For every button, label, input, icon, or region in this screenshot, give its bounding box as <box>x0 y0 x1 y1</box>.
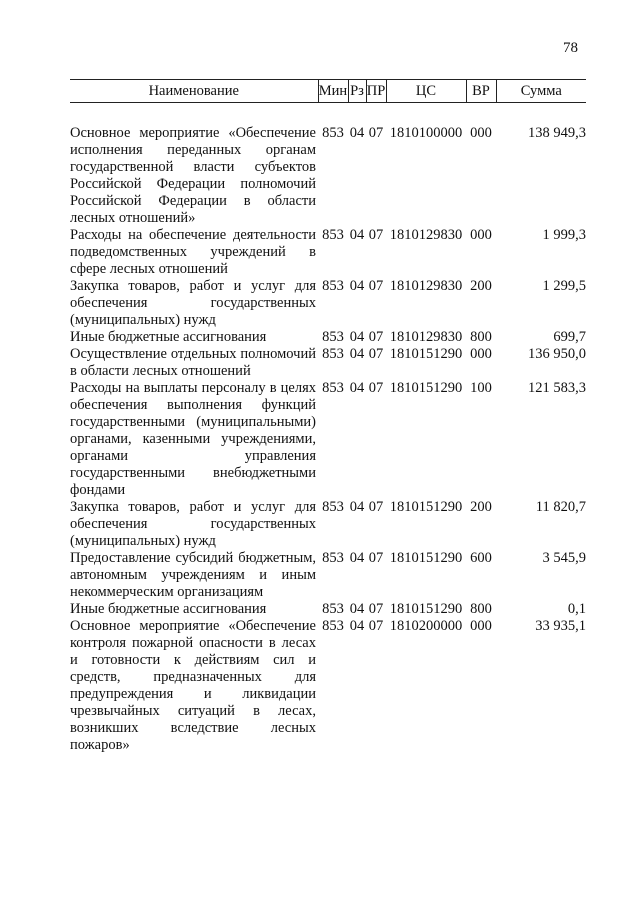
row-rz: 04 <box>349 550 365 566</box>
table-row <box>70 329 586 346</box>
row-rz: 04 <box>349 329 365 345</box>
row-pr: 07 <box>368 618 384 634</box>
row-cs: 1810151290 <box>389 550 463 566</box>
row-name: Иные бюджетные ассигнования <box>70 601 267 617</box>
row-vr: 000 <box>470 618 492 634</box>
row-vr: 000 <box>470 227 492 243</box>
row-sum: 3 545,9 <box>542 550 586 566</box>
row-sum: 138 949,3 <box>528 125 586 141</box>
row-rz: 04 <box>349 278 365 294</box>
header-spacer <box>70 103 586 126</box>
row-pr: 07 <box>368 329 384 345</box>
table-row <box>70 346 586 380</box>
row-min: 853 <box>322 278 344 294</box>
row-cs: 1810200000 <box>389 618 463 634</box>
row-pr: 07 <box>368 227 384 243</box>
row-vr: 100 <box>470 380 492 396</box>
row-rz: 04 <box>349 601 365 617</box>
row-name: Закупка товаров, работ и услуг для обеспечения государственных (муниципальных) нужд <box>70 278 316 328</box>
row-rz: 04 <box>349 227 365 243</box>
row-cs: 1810129830 <box>389 278 463 294</box>
header-cs: ЦС <box>386 80 466 103</box>
row-rz: 04 <box>349 499 365 515</box>
row-pr: 07 <box>368 550 384 566</box>
table-header <box>70 80 586 103</box>
row-rz: 04 <box>349 380 365 396</box>
row-vr: 800 <box>470 329 492 345</box>
row-cs: 1810100000 <box>389 125 463 141</box>
row-sum: 699,7 <box>553 329 586 345</box>
header-min: Мин <box>318 80 348 103</box>
table-row <box>70 550 586 601</box>
table-row <box>70 601 586 618</box>
table-row <box>70 618 586 754</box>
row-sum: 136 950,0 <box>528 346 586 362</box>
row-vr: 200 <box>470 499 492 515</box>
row-rz: 04 <box>349 618 365 634</box>
row-sum: 121 583,3 <box>528 380 586 396</box>
row-cs: 1810129830 <box>389 227 463 243</box>
row-pr: 07 <box>368 499 384 515</box>
row-name: Предоставление субсидий бюджетным, автономным учреждениям и иным некоммерческим организациям <box>70 550 316 600</box>
row-vr: 000 <box>470 125 492 141</box>
table-body <box>70 103 586 755</box>
row-pr: 07 <box>368 278 384 294</box>
row-name: Основное мероприятие «Обеспечение исполнения переданных органам государственной власти субъектов Российской Федерации полномочий Российской Федерации в области лесных отношений» <box>70 125 316 226</box>
row-vr: 000 <box>470 346 492 362</box>
row-pr: 07 <box>368 380 384 396</box>
row-rz: 04 <box>349 125 365 141</box>
row-min: 853 <box>322 601 344 617</box>
header-pr: ПР <box>366 80 386 103</box>
row-sum: 33 935,1 <box>535 618 586 634</box>
header-name: Наименование <box>70 80 318 103</box>
row-min: 853 <box>322 499 344 515</box>
row-pr: 07 <box>368 601 384 617</box>
row-name: Расходы на выплаты персоналу в целях обеспечения выполнения функций государственными (муниципальными) органами, казенными учреждениями, органами управления государственными внебюджетными фондами <box>70 380 316 498</box>
row-sum: 0,1 <box>567 601 586 617</box>
row-vr: 200 <box>470 278 492 294</box>
row-cs: 1810151290 <box>389 346 463 362</box>
row-min: 853 <box>322 227 344 243</box>
table-row <box>70 227 586 278</box>
header-rz: Рз <box>348 80 366 103</box>
row-name: Расходы на обеспечение деятельности подведомственных учреждений в сфере лесных отношений <box>70 227 316 277</box>
row-min: 853 <box>322 329 344 345</box>
row-cs: 1810129830 <box>389 329 463 345</box>
row-name: Закупка товаров, работ и услуг для обеспечения государственных (муниципальных) нужд <box>70 499 316 549</box>
row-sum: 1 299,5 <box>542 278 586 294</box>
row-min: 853 <box>322 550 344 566</box>
row-cs: 1810151290 <box>389 601 463 617</box>
header-sum: Сумма <box>496 80 586 103</box>
row-rz: 04 <box>349 346 365 362</box>
table-row <box>70 380 586 499</box>
budget-table <box>70 79 586 754</box>
row-vr: 600 <box>470 550 492 566</box>
row-pr: 07 <box>368 125 384 141</box>
row-cs: 1810151290 <box>389 380 463 396</box>
row-cs: 1810151290 <box>389 499 463 515</box>
table-row <box>70 125 586 227</box>
row-name: Иные бюджетные ассигнования <box>70 329 267 345</box>
row-min: 853 <box>322 125 344 141</box>
row-min: 853 <box>322 346 344 362</box>
row-pr: 07 <box>368 346 384 362</box>
table-row <box>70 499 586 550</box>
row-vr: 800 <box>470 601 492 617</box>
header-vr: ВР <box>466 80 496 103</box>
row-sum: 11 820,7 <box>535 499 586 515</box>
row-sum: 1 999,3 <box>542 227 586 243</box>
table-row <box>70 278 586 329</box>
page-number: 78 <box>563 40 578 56</box>
row-name: Осуществление отдельных полномочий в области лесных отношений <box>70 346 316 379</box>
row-min: 853 <box>322 618 344 634</box>
row-name: Основное мероприятие «Обеспечение контроля пожарной опасности в лесах и готовности к действиям сил и средств, предназначенных для предупреждения и ликвидации чрезвычайных ситуаций в лесах, возникших вследствие лесных пожаров» <box>70 618 316 753</box>
row-min: 853 <box>322 380 344 396</box>
